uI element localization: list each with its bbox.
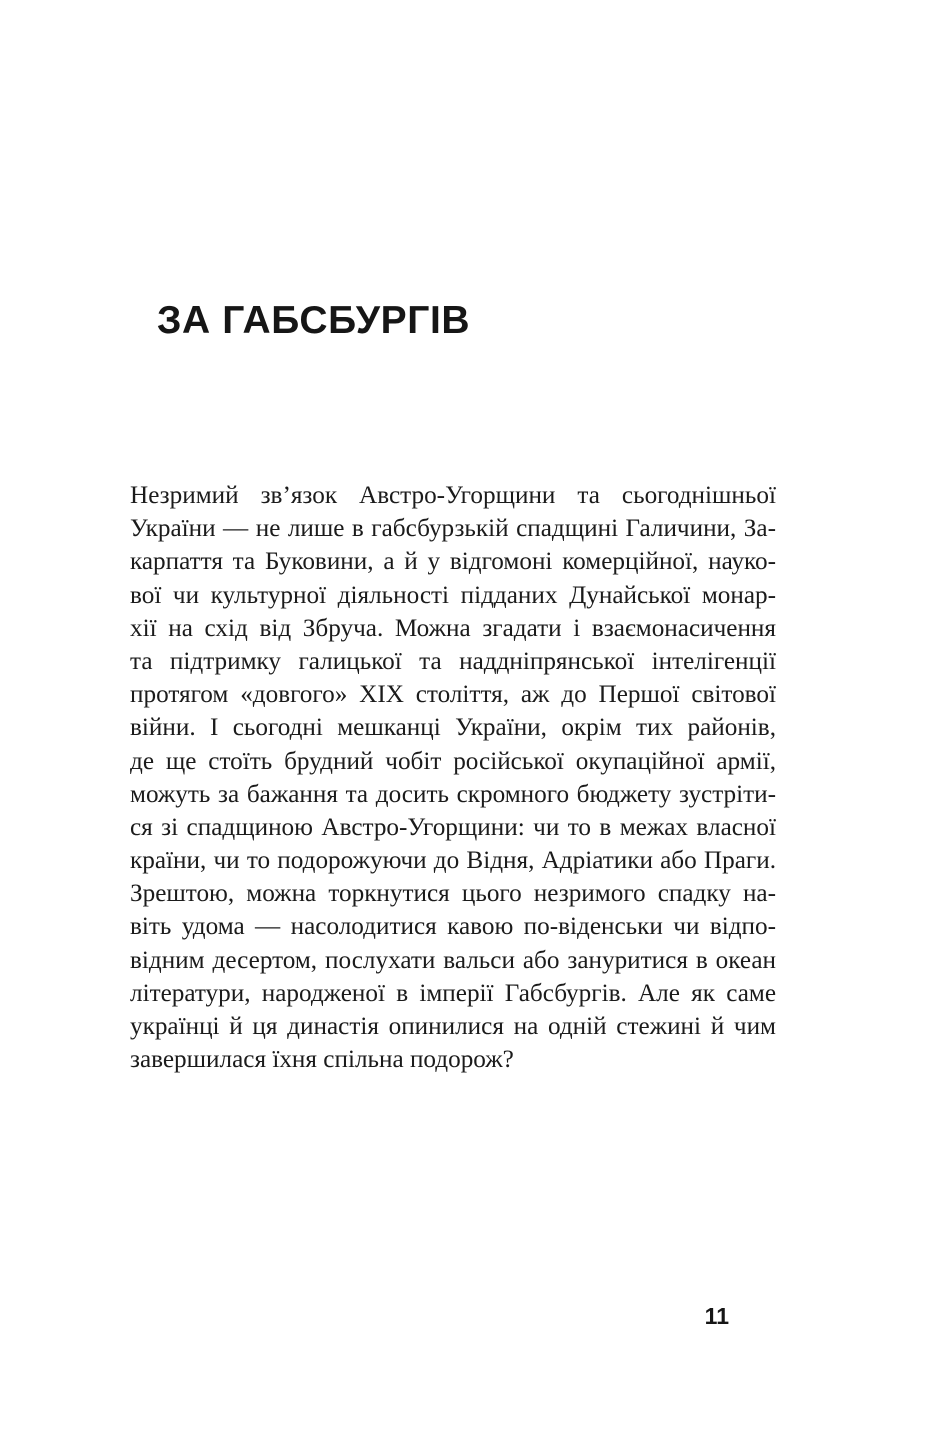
text-line: вої чи культурної діяльності підданих Дунайської монар- <box>130 581 776 609</box>
text-line: літератури, народженої в імперії Габсбургів. Але як саме <box>130 979 776 1007</box>
text-line: ся зі спадщиною Австро-Угорщини: чи то в межах власної <box>130 813 776 841</box>
text-line: та підтримку галицької та наддніпрянської інтелігенції <box>130 647 776 675</box>
page-title: ЗА ГАБСБУРГІВ <box>157 299 471 343</box>
text-line: хії на схід від Збруча. Можна згадати і взаємонасичення <box>130 614 776 642</box>
text-line: де ще стоїть брудний чобіт російської окупаційної армії, <box>130 747 776 775</box>
text-line: протягом «довгого» XIX століття, аж до Першої світової <box>130 681 776 709</box>
text-line: карпаття та Буковини, а й у відгомоні комерційної, науко- <box>130 548 776 576</box>
text-line: країни, чи то подорожуючи до Відня, Адріатики або Праги. <box>130 847 776 875</box>
body-text-block <box>130 479 776 1076</box>
text-line: відним десертом, послухати вальси або зануритися в океан <box>130 946 776 974</box>
text-line: Зрештою, можна торкнутися цього незримого спадку на- <box>130 880 776 908</box>
text-line: України — не лише в габсбурзькій спадщині Галичини, За- <box>130 515 776 543</box>
page-number: 11 <box>704 1303 729 1329</box>
text-line: Незримий зв’язок Австро-Угорщини та сьогоднішньої <box>130 482 776 509</box>
text-line: українці й ця династія опинилися на одній стежині й чим <box>130 1013 776 1040</box>
text-line: війни. І сьогодні мешканці України, окрім тих районів, <box>130 714 776 742</box>
text-line: завершилася їхня спільна подорож? <box>130 1046 514 1074</box>
text-line: віть удома — насолодитися кавою по-віденськи чи відпо- <box>130 913 776 941</box>
text-line: можуть за бажання та досить скромного бюджету зустріти- <box>130 780 776 808</box>
body-paragraph <box>130 479 776 1076</box>
